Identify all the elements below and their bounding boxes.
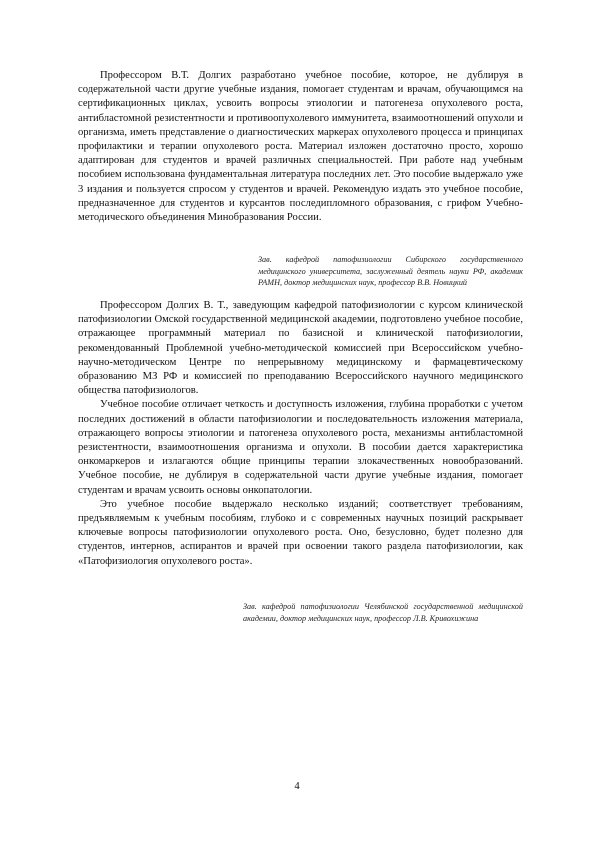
signature-novitsky-text: Зав. кафедрой патофизиологии Сибирского государственного медицинского университета, заслуженный деятель науки РФ, академик РАМН, доктор медицинских наук, профессор В.В. Новицкий	[258, 255, 523, 288]
review-novitsky	[78, 69, 523, 225]
signature-novitsky	[258, 254, 523, 289]
page-number: 4	[294, 781, 300, 792]
signature-krivokhizhina	[243, 601, 523, 624]
review-krivokhizhina-paragraph-2: Учебное пособие отличает четкость и доступность изложения, глубина проработки с учетом последних достижений в области патофизиологии и последовательность изложения материала, отражающего вопросы этиологии и патогенеза опухолевого роста, механизмы антибластомной резистентности, взаимоотношения организма и опухоли. В пособии дается характеристика онкомаркеров и излагаются общие принципы терапии злокачественных новообразований. Учебное пособие, не дублируя в содержательной части другие учебные издания, помогает студентам и врачам усвоить основы онкопатологии.	[78, 399, 523, 496]
review-krivokhizhina-paragraph-1: Профессором Долгих В. Т., заведующим кафедрой патофизиологии с курсом клинической патофизиологии Омской государственной медицинской академии, подготовлено учебное пособие, отражающее программный материал по базисной и клинической патофизиологии, рекомендованный Проблемной учебно-методической комиссией при Всероссийском учебно-научно-методическом Центре по непрерывному медицинскому и фармацевтическому образованию МЗ РФ и комиссией по преподаванию Всероссийского научного медицинского общества патофизиологов.	[78, 300, 523, 397]
review-krivokhizhina	[78, 299, 523, 569]
review-novitsky-paragraph-1: Профессором В.Т. Долгих разработано учебное пособие, которое, не дублируя в содержательной части другие учебные издания, помогает студентам и врачам, обучающимся на сертификационных циклах, усвоить вопросы этиологии и патогенеза опухолевого роста, антибластомной резистентности и противоопухолевого иммунитета, взаимоотношений опухоли и организма, иметь представление о диагностических маркерах опухолевого процесса и принципах профилактики и терапии опухолевого роста. Материал изложен достаточно просто, хорошо адаптирован для студентов и врачей различных специальностей. При работе над учебным пособием использована фундаментальная литература последних лет. Это пособие выдержало уже 3 издания и пользуется спросом у студентов и врачей. Рекомендую издать это учебное пособие, предназначенное для студентов и курсантов последипломного образования, с грифом Учебно-методического объединения Минобразования России.	[78, 70, 523, 224]
review-krivokhizhina-paragraph-3: Это учебное пособие выдержало несколько изданий; соответствует требованиям, предъявляемым к учебным пособиям, глубоко и с современных научных позиций раскрывает ключевые вопросы патофизиологии опухолевого роста. Оно, безусловно, будет полезно для студентов, интернов, аспирантов и врачей при освоении такого раздела патофизиологии, как «Патофизиология опухолевого роста».	[78, 498, 523, 567]
signature-krivokhizhina-text: Зав. кафедрой патофизиологии Челябинской государственной медицинской академии, доктор медицинских наук, профессор Л.В. Кривохижина	[243, 602, 523, 623]
